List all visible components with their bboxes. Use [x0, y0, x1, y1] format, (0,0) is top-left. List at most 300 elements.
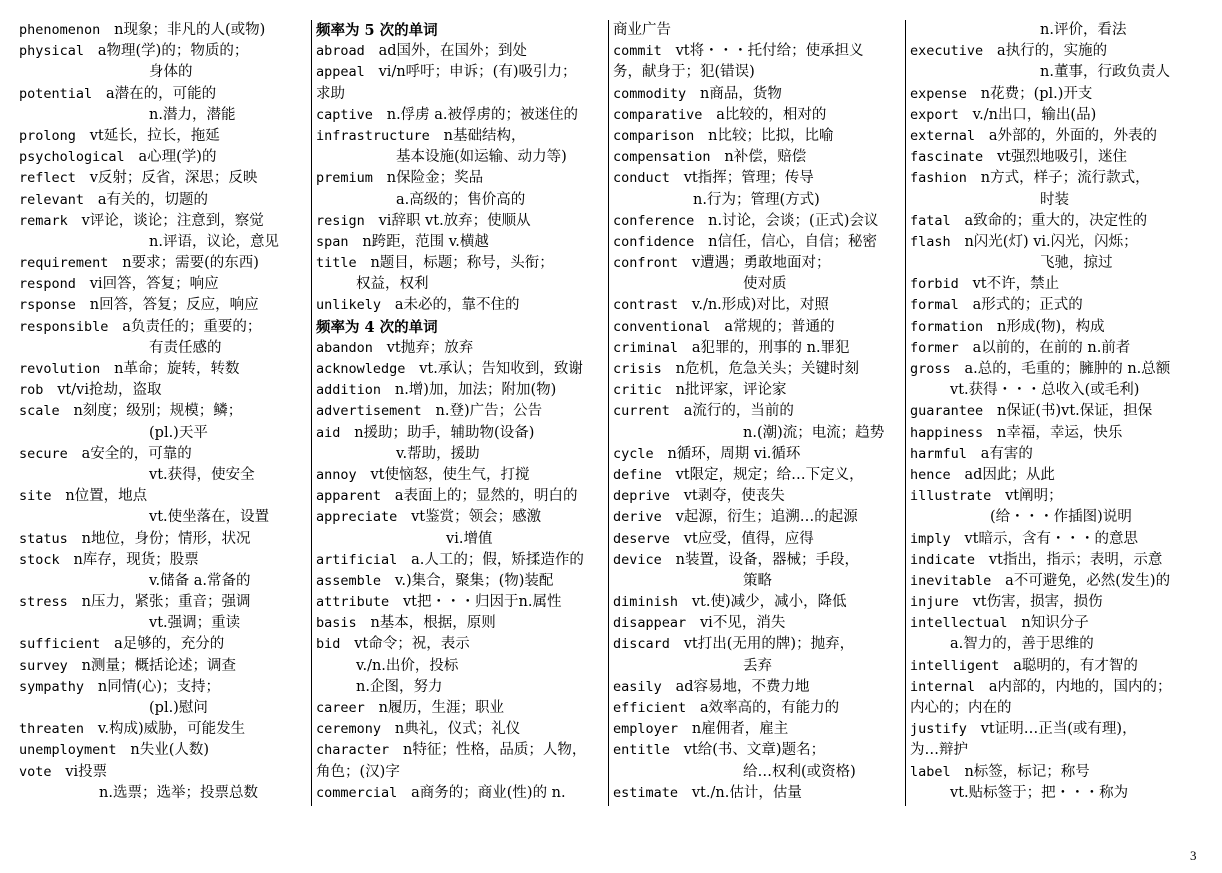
vocab-word: confidence — [613, 233, 695, 250]
vocab-word: scale — [19, 403, 60, 420]
vocab-definition: 策略 — [743, 572, 772, 589]
vocab-definition: n保证(书)vt.保证，担保 — [996, 403, 1153, 420]
vocab-definition: n.行为；管理(方式) — [693, 191, 820, 208]
vocab-definition: 基本设施(如运输、动力等) — [396, 149, 567, 166]
vocab-continuation — [613, 571, 902, 592]
vocab-entry — [613, 105, 902, 126]
vocab-entry — [613, 338, 902, 359]
vocab-entry — [19, 529, 308, 550]
vocab-definition: a物理(学)的；物质的； — [97, 43, 249, 60]
vocab-word: imply — [910, 530, 951, 547]
vocab-continuation — [613, 656, 902, 677]
vocab-entry — [910, 401, 1199, 422]
vocab-definition: vt给(书、文章)题名； — [683, 742, 826, 759]
vocab-definition: (pl.)慰问 — [149, 700, 208, 716]
vocab-word: indicate — [910, 551, 976, 568]
vocab-entry — [910, 762, 1199, 783]
vocab-word: survey — [19, 657, 68, 674]
vocab-word: export — [910, 106, 959, 123]
vocab-word: conference — [613, 212, 695, 229]
vocab-entry — [19, 147, 308, 168]
vocab-definition: n信任，信心，自信；秘密 — [708, 233, 877, 250]
vocab-word: revolution — [19, 361, 101, 377]
vocab-entry — [19, 84, 308, 105]
vocab-word: aid — [316, 424, 341, 441]
vocab-entry — [910, 486, 1199, 507]
vocab-definition: a执行的，实施的 — [996, 43, 1108, 60]
vocab-definition: vt.强调；重读 — [149, 615, 241, 632]
vocab-definition: a商务的；商业(性)的 n. — [411, 784, 566, 801]
vocab-definition: vi回答，答复；响应 — [89, 276, 219, 293]
vocab-definition: n地位，身份；情形，状况 — [81, 530, 251, 547]
vocab-entry — [613, 634, 902, 655]
vocab-definition: 飞驰，掠过 — [1040, 255, 1113, 272]
vocab-word: discard — [613, 636, 670, 653]
vocab-continuation — [910, 783, 1199, 804]
vocab-continuation — [316, 656, 605, 677]
vocab-definition: 有责任感的 — [149, 339, 222, 356]
vocab-definition: n.评语，议论，意见 — [149, 233, 279, 250]
vocab-definition: n题目，标题；称号，头衔； — [370, 255, 554, 272]
vocab-word: stress — [19, 594, 68, 611]
vocab-entry — [613, 550, 902, 571]
vocab-definition: n形成(物)，构成 — [996, 318, 1105, 335]
vocab-definition: n典礼，仪式；礼仪 — [394, 721, 521, 738]
vocab-definition: vt打出(无用的牌)；抛弃， — [683, 636, 855, 653]
vocab-entry — [910, 317, 1199, 338]
vocab-entry — [613, 84, 902, 105]
vocab-definition: vi/n呼吁；申诉；(有)吸引力； — [378, 64, 577, 81]
vocab-word: annoy — [316, 466, 357, 483]
vocab-word: disappear — [613, 615, 687, 632]
vocab-definition: vt.获得・・・总收入(或毛利) — [950, 382, 1140, 399]
vocab-definition: v.帮助，援助 — [396, 445, 480, 462]
vocab-definition: n.(潮)流；电流；趋势 — [743, 424, 885, 441]
vocab-definition: vi投票 — [65, 763, 108, 780]
vocab-continuation — [316, 84, 605, 105]
vocab-entry — [19, 359, 308, 380]
vocab-entry — [19, 168, 308, 189]
vocab-entry — [613, 507, 902, 528]
vocab-definition: a聪明的，有才智的 — [1013, 657, 1138, 674]
vocab-continuation — [910, 634, 1199, 655]
vocab-definition: a致命的；重大的，决定性的 — [964, 212, 1148, 229]
vocab-entry — [613, 677, 902, 698]
vocab-entry — [613, 613, 902, 634]
vocab-word: addition — [316, 382, 382, 399]
vocab-entry — [613, 783, 902, 804]
vocab-continuation — [910, 698, 1199, 719]
vocab-definition: v遭遇；勇敢地面对； — [691, 255, 831, 272]
vocab-word: assemble — [316, 572, 382, 589]
vocab-entry — [19, 20, 308, 41]
vocab-entry — [316, 105, 605, 126]
vocab-definition: n.俘虏 a.被俘虏的；被迷住的 — [386, 106, 579, 123]
vocab-definition: vt伤害，损害，损伤 — [972, 594, 1103, 611]
vocab-entry — [316, 232, 605, 253]
vocab-definition: a有害的 — [980, 445, 1033, 462]
vocab-continuation — [613, 62, 902, 83]
vocab-definition: a负责任的；重要的； — [122, 318, 262, 335]
vocab-definition: 务，献身于；犯(错误) — [613, 64, 755, 81]
vocab-definition: vt阐明； — [1005, 488, 1063, 505]
vocab-word: internal — [910, 678, 976, 695]
vocab-entry — [613, 444, 902, 465]
vocab-entry — [910, 550, 1199, 571]
vocab-entry — [316, 465, 605, 486]
vocab-continuation — [613, 423, 902, 444]
vocab-word: confront — [613, 255, 679, 272]
vocab-entry — [613, 295, 902, 316]
vocab-entry — [316, 41, 605, 62]
vocab-word: sufficient — [19, 636, 101, 653]
vocab-continuation — [910, 380, 1199, 401]
vocab-continuation — [19, 423, 308, 444]
vocab-continuation — [910, 190, 1199, 211]
vocab-word: critic — [613, 382, 662, 399]
vocab-continuation — [316, 444, 605, 465]
vocab-word: span — [316, 233, 349, 250]
vocab-definition: a效率高的，有能力的 — [699, 700, 840, 716]
vocab-definition: vt指出，指示；表明，示意 — [988, 551, 1163, 568]
vocab-word: unlikely — [316, 297, 382, 314]
vocab-word: comparative — [613, 106, 703, 123]
vocab-definition: n标签，标记；称号 — [964, 763, 1090, 780]
vocab-word: rsponse — [19, 297, 76, 314]
vocab-word: sympathy — [19, 678, 85, 695]
vocab-word: captive — [316, 106, 373, 123]
vocab-word: inevitable — [910, 572, 992, 589]
vocab-entry — [316, 126, 605, 147]
vocab-entry — [613, 380, 902, 401]
vocab-word: bid — [316, 636, 341, 653]
vocab-definition: a以前的，在前的 n.前者 — [972, 339, 1131, 356]
vocab-entry — [910, 465, 1199, 486]
vocab-definition: v./n.出价，投标 — [356, 657, 459, 674]
vocab-entry — [316, 211, 605, 232]
vocab-entry — [910, 105, 1199, 126]
vocab-word: executive — [910, 43, 984, 60]
vocab-entry — [19, 656, 308, 677]
vocab-continuation — [316, 677, 605, 698]
vocab-definition: vt将・・・托付给；使承担义 — [675, 43, 864, 60]
vocab-definition: n批评家，评论家 — [675, 382, 787, 399]
vocab-word: reflect — [19, 170, 76, 187]
vocab-word: illustrate — [910, 488, 992, 505]
vocab-definition: a内部的，内地的，国内的； — [988, 678, 1172, 695]
vocab-entry — [910, 338, 1199, 359]
vocab-continuation — [316, 762, 605, 783]
vocab-entry — [613, 529, 902, 550]
vocab-entry — [910, 211, 1199, 232]
vocab-entry — [613, 41, 902, 62]
vocab-entry — [910, 84, 1199, 105]
vocab-word: artificial — [316, 551, 398, 568]
vocab-word: infrastructure — [316, 127, 430, 144]
vocab-definition: vt.使)减少，减小，降低 — [691, 594, 847, 611]
vocab-word: formal — [910, 297, 959, 314]
vocab-word: compensation — [613, 149, 711, 166]
vocab-definition: vt鉴赏；领会；感激 — [411, 509, 542, 526]
vocab-entry — [19, 380, 308, 401]
vocab-entry — [910, 571, 1199, 592]
vocab-definition: vt/vi抢劫，盗取 — [57, 382, 162, 399]
vocab-definition: n保险金；奖品 — [386, 170, 484, 187]
vocab-definition: n.讨论，会谈；(正式)会议 — [708, 212, 879, 229]
vocab-entry — [316, 613, 605, 634]
vocab-entry — [19, 444, 308, 465]
vocab-word: forbid — [910, 276, 959, 293]
vocab-entry — [19, 274, 308, 295]
vocab-definition: (给・・・作插图)说明 — [990, 509, 1132, 526]
vocab-word: justify — [910, 721, 967, 738]
vocab-word: secure — [19, 445, 68, 462]
vocab-entry — [316, 507, 605, 528]
vocab-continuation — [316, 274, 605, 295]
vocab-word: fashion — [910, 170, 967, 187]
vocab-word: fatal — [910, 212, 951, 229]
vocab-definition: a.总的，毛重的；臃肿的 n.总额 — [964, 361, 1171, 377]
vocab-definition: n装置，设备，器械；手段， — [675, 551, 859, 568]
vocab-continuation — [910, 253, 1199, 274]
vocab-word: respond — [19, 276, 76, 293]
vocab-continuation — [316, 529, 605, 550]
vocab-entry — [19, 190, 308, 211]
vocab-definition: vt暗示，含有・・・的意思 — [964, 530, 1138, 547]
vocab-definition: n.评价，看法 — [1040, 22, 1127, 38]
vocab-definition: 身体的 — [149, 64, 193, 81]
vocab-word: apparent — [316, 488, 382, 505]
vocab-definition: 求助 — [316, 85, 345, 102]
vocab-definition: n花费；(pl.)开支 — [980, 85, 1093, 102]
vocab-word: entitle — [613, 742, 670, 759]
vocab-entry — [19, 740, 308, 761]
vocab-entry — [19, 634, 308, 655]
vocab-word: acknowledge — [316, 361, 406, 377]
vocab-continuation — [316, 147, 605, 168]
vocab-definition: vt限定，规定；给…下定义， — [675, 466, 864, 483]
vocab-entry — [613, 698, 902, 719]
vocab-continuation — [19, 105, 308, 126]
vocab-definition: 给…权利(或资格) — [743, 763, 856, 780]
vocab-definition: 内心的；内在的 — [910, 700, 1012, 716]
vocab-definition: (pl.)天平 — [149, 424, 208, 441]
vocab-continuation — [910, 740, 1199, 761]
vocab-entry — [19, 550, 308, 571]
vocab-entry — [316, 401, 605, 422]
vocab-entry — [19, 719, 308, 740]
vocab-definition: vt不许，禁止 — [972, 276, 1060, 293]
vocab-definition: vt.获得，使安全 — [149, 466, 255, 483]
vocab-entry — [910, 423, 1199, 444]
vocab-definition: a犯罪的，刑事的 n.罪犯 — [691, 339, 850, 356]
vocab-word: remark — [19, 212, 68, 229]
vocab-definition: a.高级的；售价高的 — [396, 191, 526, 208]
vocab-definition: 为…辩护 — [910, 742, 968, 759]
vocab-word: deserve — [613, 530, 670, 547]
vocab-entry — [910, 613, 1199, 634]
vocab-definition: a外部的，外面的，外表的 — [988, 127, 1158, 144]
column-divider — [608, 20, 609, 806]
vocab-definition: a潜在的，可能的 — [105, 85, 217, 102]
vocab-definition: n闪光(灯) vi.闪光，闪烁； — [964, 233, 1138, 250]
vocab-word: easily — [613, 678, 662, 695]
vocab-continuation — [19, 571, 308, 592]
vocab-entry — [910, 529, 1199, 550]
vocab-word: efficient — [613, 700, 687, 716]
vocab-definition: vt应受，值得，应得 — [683, 530, 814, 547]
vocab-definition: vt把・・・归因于n.属性 — [402, 594, 562, 611]
vocab-word: appeal — [316, 64, 365, 81]
vocab-word: cycle — [613, 445, 654, 462]
vocab-definition: n测量；概括论述；调查 — [81, 657, 236, 674]
vocab-word: appreciate — [316, 509, 398, 526]
vocab-definition: vi不见，消失 — [699, 615, 786, 632]
vocab-word: site — [19, 488, 52, 505]
vocab-word: expense — [910, 85, 967, 102]
vocab-definition: v.)集合，聚集；(物)装配 — [394, 572, 554, 589]
vocab-definition: a不可避免，必然(发生)的 — [1005, 572, 1171, 589]
vocab-definition: vt延长，拉长，拖延 — [89, 127, 220, 144]
vocab-continuation — [613, 20, 902, 41]
vocab-word: career — [316, 700, 365, 716]
vocab-continuation — [19, 507, 308, 528]
vocab-word: derive — [613, 509, 662, 526]
vocab-column-4 — [910, 20, 1199, 806]
vocab-word: fascinate — [910, 149, 984, 166]
vocab-word: unemployment — [19, 742, 117, 759]
vocab-word: happiness — [910, 424, 984, 441]
vocab-entry — [316, 719, 605, 740]
vocab-definition: a比较的，相对的 — [716, 106, 827, 123]
vocab-definition: n革命；旋转，转数 — [114, 361, 240, 377]
vocab-entry — [19, 211, 308, 232]
vocab-definition: vt.使坐落在，设置 — [149, 509, 270, 526]
column-divider — [311, 20, 312, 806]
vocab-entry — [19, 295, 308, 316]
vocab-entry — [910, 592, 1199, 613]
vocab-entry — [316, 62, 605, 83]
vocab-definition: n履历，生涯；职业 — [378, 700, 504, 716]
vocab-definition: n刻度；级别；规模；鳞； — [73, 403, 243, 420]
vocab-definition: v.构成)威胁，可能发生 — [97, 721, 246, 738]
vocab-continuation — [19, 698, 308, 719]
vocab-word: guarantee — [910, 403, 984, 420]
vocab-definition: 商业广告 — [613, 22, 671, 38]
vocab-column-3 — [613, 20, 902, 806]
vocab-word: ceremony — [316, 721, 382, 738]
vocab-definition: a安全的，可靠的 — [81, 445, 192, 462]
vocab-entry — [316, 698, 605, 719]
vocab-column-1 — [19, 20, 308, 806]
vocab-entry — [19, 401, 308, 422]
vocab-word: threaten — [19, 721, 85, 738]
vocab-definition: v./n出口，输出(品) — [972, 106, 1097, 123]
vocab-entry — [910, 232, 1199, 253]
vocab-continuation — [910, 507, 1199, 528]
vocab-definition: a表面上的；显然的，明白的 — [394, 488, 578, 505]
vocab-word: gross — [910, 361, 951, 377]
vocab-definition: a.智力的，善于思维的 — [950, 636, 1094, 653]
vocab-entry — [910, 719, 1199, 740]
vocab-definition: n.增)加，加法；附加(物) — [394, 382, 557, 399]
vocab-entry — [19, 486, 308, 507]
vocab-word: criminal — [613, 339, 679, 356]
vocab-entry — [316, 571, 605, 592]
vocab-word: hence — [910, 466, 951, 483]
vocab-definition: 时装 — [1040, 191, 1069, 208]
vocab-entry — [316, 634, 605, 655]
vocab-definition: n比较；比拟，比喻 — [708, 127, 834, 144]
vocab-word: abandon — [316, 339, 373, 356]
vocab-definition: n幸福，幸运，快乐 — [996, 424, 1123, 441]
vocab-word: advertisement — [316, 403, 422, 420]
vocab-definition: n知识分子 — [1021, 615, 1089, 632]
vocab-entry — [910, 677, 1199, 698]
vocab-continuation — [19, 783, 308, 804]
vocab-word: external — [910, 127, 976, 144]
vocab-word: current — [613, 403, 670, 420]
vocab-definition: n同情(心)；支持； — [97, 678, 221, 695]
vocab-definition: 权益，权利 — [356, 276, 429, 293]
vocab-definition: n库存，现货；股票 — [73, 551, 199, 568]
section-heading: 频率为 5 次的单词 — [316, 22, 438, 39]
vocab-continuation — [910, 20, 1199, 41]
vocab-entry — [316, 253, 605, 274]
vocab-definition: n援助；助手，辅助物(设备) — [354, 424, 535, 441]
vocab-entry — [910, 168, 1199, 189]
vocab-word: harmful — [910, 445, 967, 462]
vocab-word: conduct — [613, 170, 670, 187]
vocab-word: title — [316, 255, 357, 272]
vocab-continuation — [19, 465, 308, 486]
vocab-definition: n循环，周期 vi.循环 — [667, 445, 801, 462]
vocab-definition: 使对质 — [743, 276, 787, 293]
vocab-entry — [910, 126, 1199, 147]
vocab-definition: a有关的，切题的 — [97, 191, 209, 208]
vocab-definition: a形式的；正式的 — [972, 297, 1083, 314]
vocab-definition: n特征；性格，品质；人物， — [402, 742, 587, 759]
vocab-entry — [910, 295, 1199, 316]
vocab-definition: vt指挥；管理；传导 — [683, 170, 814, 187]
vocab-word: device — [613, 551, 662, 568]
vocab-definition: n压力，紧张；重音；强调 — [81, 594, 251, 611]
vocab-continuation — [316, 190, 605, 211]
vocab-definition: vt.承认；告知收到，致谢 — [419, 361, 583, 377]
column-divider — [905, 20, 906, 806]
vocab-entry — [19, 253, 308, 274]
vocab-word: physical — [19, 43, 85, 60]
vocab-word: resign — [316, 212, 365, 229]
vocab-definition: n要求；需要(的东西) — [122, 255, 259, 272]
vocab-definition: vt抛弃；放弃 — [386, 339, 474, 356]
vocab-definition: n基础结构， — [443, 127, 526, 144]
vocab-entry — [613, 740, 902, 761]
vocab-word: abroad — [316, 43, 365, 60]
vocab-word: intellectual — [910, 615, 1008, 632]
vocab-definition: n.董事，行政负责人 — [1040, 64, 1170, 81]
vocab-continuation — [910, 62, 1199, 83]
vocab-definition: a.人工的；假，矫揉造作的 — [411, 551, 584, 568]
vocab-entry — [19, 41, 308, 62]
page-number: 3 — [1190, 848, 1197, 863]
vocab-word: potential — [19, 85, 93, 102]
vocab-definition: a未必的，靠不住的 — [394, 297, 520, 314]
vocab-definition: vt./n.估计，估量 — [691, 784, 802, 801]
vocab-word: responsible — [19, 318, 109, 335]
vocab-word: label — [910, 763, 951, 780]
vocab-entry — [613, 253, 902, 274]
